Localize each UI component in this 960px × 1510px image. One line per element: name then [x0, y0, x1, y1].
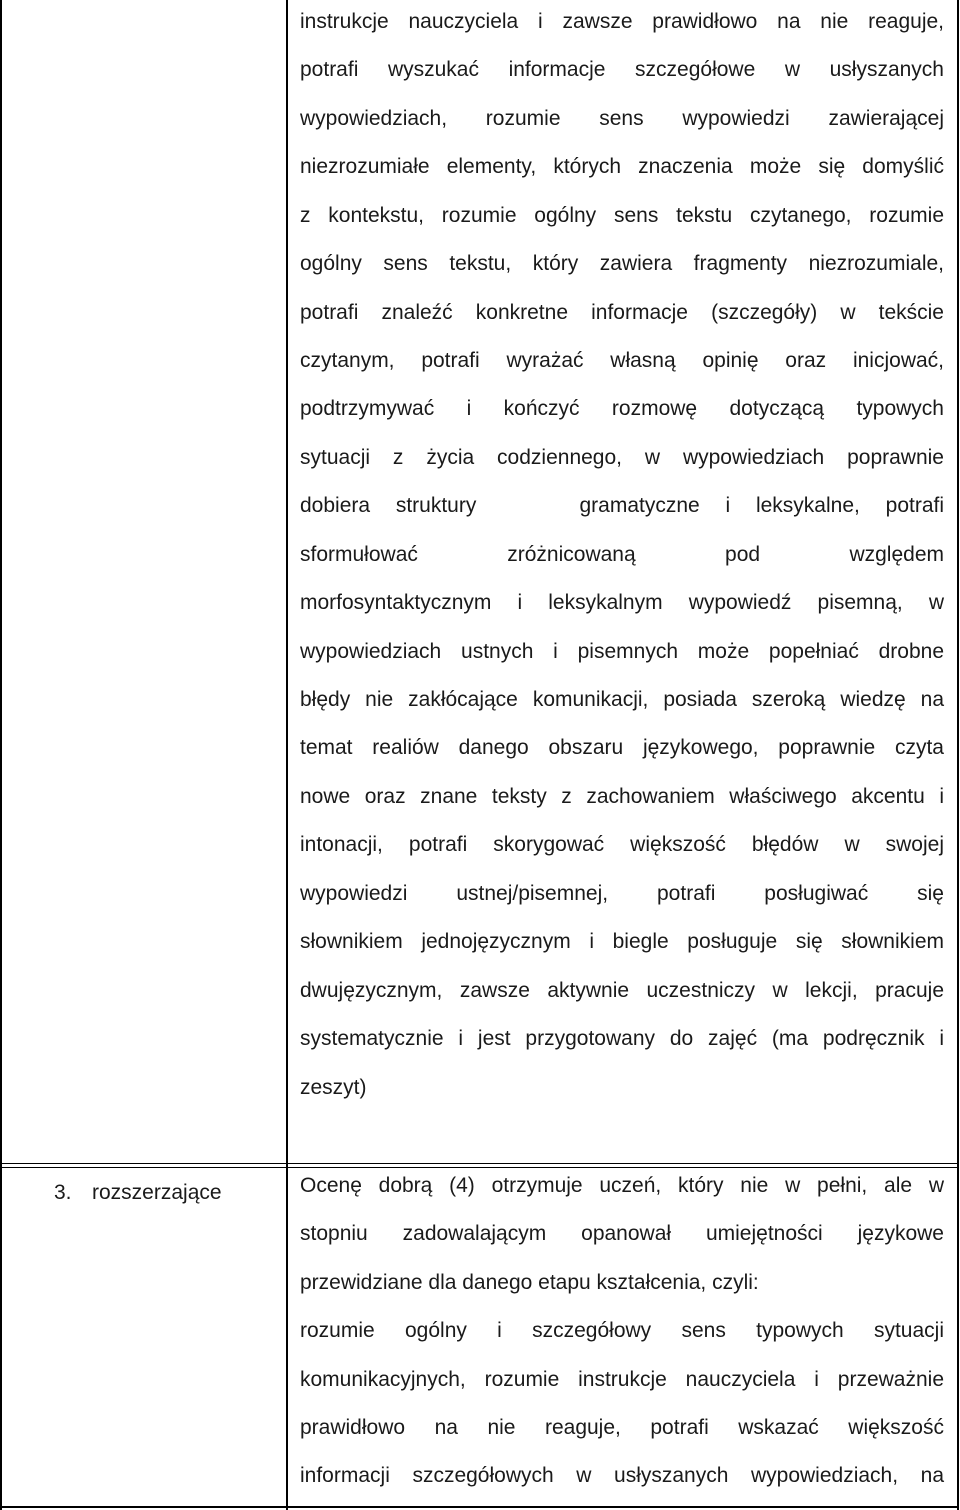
- text-line: Ocenę dobrą (4) otrzymuje uczeń, który nie w pełni, ale w: [300, 1174, 944, 1197]
- text-line: wypowiedziach, rozumie sens wypowiedzi zawierającej: [300, 107, 944, 130]
- table-left-border: [0, 0, 2, 1510]
- text-line: komunikacyjnych, rozumie instrukcje nauczyciela i przeważnie: [300, 1368, 944, 1391]
- table-column-divider: [286, 0, 288, 1510]
- text-line: intonacji, potrafi skorygować większość błędów w swojej: [300, 833, 944, 856]
- text-line: potrafi znaleźć konkretne informacje (szczegóły) w tekście: [300, 301, 944, 324]
- text-line: błędy nie zakłócające komunikacji, posiada szeroką wiedzę na: [300, 688, 944, 711]
- text-line: wypowiedzi ustnej/pisemnej, potrafi posługiwać się: [300, 882, 944, 905]
- row2-number: 3.: [54, 1181, 72, 1204]
- row2-description: [300, 1168, 944, 1504]
- text-line: sformułować zróżnicowaną pod względem: [300, 543, 944, 566]
- text-line: stopniu zadowalającym opanował umiejętności językowe: [300, 1222, 944, 1245]
- text-line: temat realiów danego obszaru językowego, poprawnie czyta: [300, 736, 944, 759]
- text-line: nowe oraz znane teksty z zachowaniem właściwego akcentu i: [300, 785, 944, 808]
- text-line: przewidziane dla danego etapu kształcenia, czyli:: [300, 1271, 759, 1294]
- text-line: sytuacji z życia codziennego, w wypowiedziach poprawnie: [300, 446, 944, 469]
- row1-description: [300, 0, 944, 1160]
- text-line: ogólny sens tekstu, który zawiera fragmenty niezrozumiale,: [300, 252, 944, 275]
- text-line: systematycznie i jest przygotowany do zajęć (ma podręcznik i: [300, 1027, 944, 1050]
- text-line: zeszyt): [300, 1076, 367, 1099]
- text-line: dwujęzycznym, zawsze aktywnie uczestniczy w lekcji, pracuje: [300, 979, 944, 1002]
- table-bottom-border: [0, 1506, 959, 1508]
- text-line: z kontekstu, rozumie ogólny sens tekstu czytanego, rozumie: [300, 204, 944, 227]
- text-line: słownikiem jednojęzycznym i biegle posługuje się słownikiem: [300, 930, 944, 953]
- text-line: potrafi wyszukać informacje szczegółowe w usłyszanych: [300, 58, 944, 81]
- text-line: informacji szczegółowych w usłyszanych wypowiedziach, na: [300, 1464, 944, 1487]
- text-line: morfosyntaktycznym i leksykalnym wypowiedź pisemną, w: [300, 591, 944, 614]
- text-line: instrukcje nauczyciela i zawsze prawidłowo na nie reaguje,: [300, 10, 944, 33]
- text-line: prawidłowo na nie reaguje, potrafi wskazać większość: [300, 1416, 944, 1439]
- table-row-divider: [0, 1163, 959, 1164]
- text-line: wypowiedziach ustnych i pisemnych może popełniać drobne: [300, 640, 944, 663]
- text-line: niezrozumiałe elementy, których znaczenia może się domyślić: [300, 155, 944, 178]
- text-line: czytanym, potrafi wyrażać własną opinię oraz inicjować,: [300, 349, 944, 372]
- text-line: podtrzymywać i kończyć rozmowę dotyczącą typowych: [300, 397, 944, 420]
- table-right-border: [957, 0, 959, 1510]
- text-line: rozumie ogólny i szczegółowy sens typowych sytuacji: [300, 1319, 944, 1342]
- row2-level: rozszerzające: [92, 1181, 222, 1204]
- text-line: dobiera struktury gramatyczne i leksykalne, potrafi: [300, 494, 944, 517]
